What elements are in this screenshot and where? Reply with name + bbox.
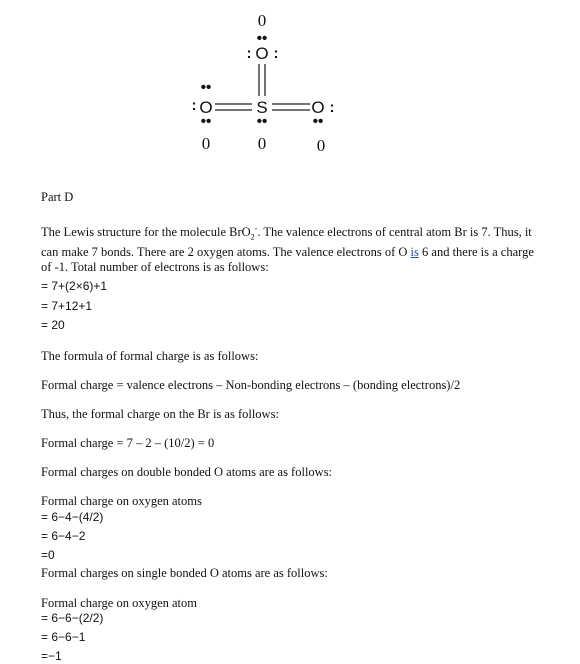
lone-pair-top-right: : [273,45,279,62]
br-intro: Thus, the formal charge on the Br is as follows: [41,407,279,421]
total-eq-2: = 7+12+1 [41,299,93,313]
single-eq-3: =−1 [41,649,62,663]
lone-pair-left-side: : [191,97,197,114]
lone-pair-top-left: : [246,45,252,62]
intro-paragraph [41,221,541,275]
formal-charge-center: 0 [257,134,267,153]
intro-pre: The Lewis structure for the molecule BrO [41,225,251,240]
formal-charge-right: 0 [316,136,326,155]
part-label: Part D [41,190,74,204]
double-eq-3: =0 [41,548,55,562]
br-equation: Formal charge = 7 – 2 – (10/2) = 0 [41,436,215,450]
lone-pair-right-side: : [329,99,335,116]
atom-s-center: S [256,98,268,117]
single-eq-1: = 6−6−(2/2) [41,611,104,625]
formula-intro: The formula of formal charge is as follows: [41,349,259,363]
formal-charge-left: 0 [201,134,211,153]
intro-post2: 6 and there is a charge of -1. Total number of electrons is as follows: [41,244,534,274]
total-eq-3: = 20 [41,318,65,332]
formula-text: Formal charge = valence electrons – Non-bonding electrons – (bonding electrons)/2 [41,378,461,392]
intro-superscript: - [254,224,258,233]
double-intro: Formal charges on double bonded O atoms are as follows: [41,465,333,479]
total-eq-1: = 7+(2×6)+1 [41,279,108,293]
single-intro: Formal charges on single bonded O atoms are as follows: [41,566,328,580]
atom-o-top: O [255,44,269,63]
double-eq-1: = 6−4−(4/2) [41,510,104,524]
lone-pair-top-upper: •• [256,30,268,47]
lone-pair-center-lower: •• [256,113,268,130]
is-link[interactable]: is [410,244,419,259]
atom-o-right: O [311,98,325,117]
formal-charge-top: 0 [257,11,267,30]
lone-pair-left-lower: •• [200,113,212,130]
atom-o-left: O [199,98,213,117]
intro-post: . The valence electrons of central atom Br is 7. Thus, it can make 7 bonds. There are 2 oxygen atoms. The valence electrons of O [41,225,532,259]
single-eq-2: = 6−6−1 [41,630,86,644]
intro-subscript: 2 [250,232,255,242]
single-label: Formal charge on oxygen atom [41,596,197,610]
double-eq-2: = 6−4−2 [41,529,86,543]
lone-pair-right-lower: •• [312,113,324,130]
lone-pair-left-upper: •• [200,79,212,96]
lewis-structure-diagram [0,0,580,170]
double-label: Formal charge on oxygen atoms [41,494,202,508]
